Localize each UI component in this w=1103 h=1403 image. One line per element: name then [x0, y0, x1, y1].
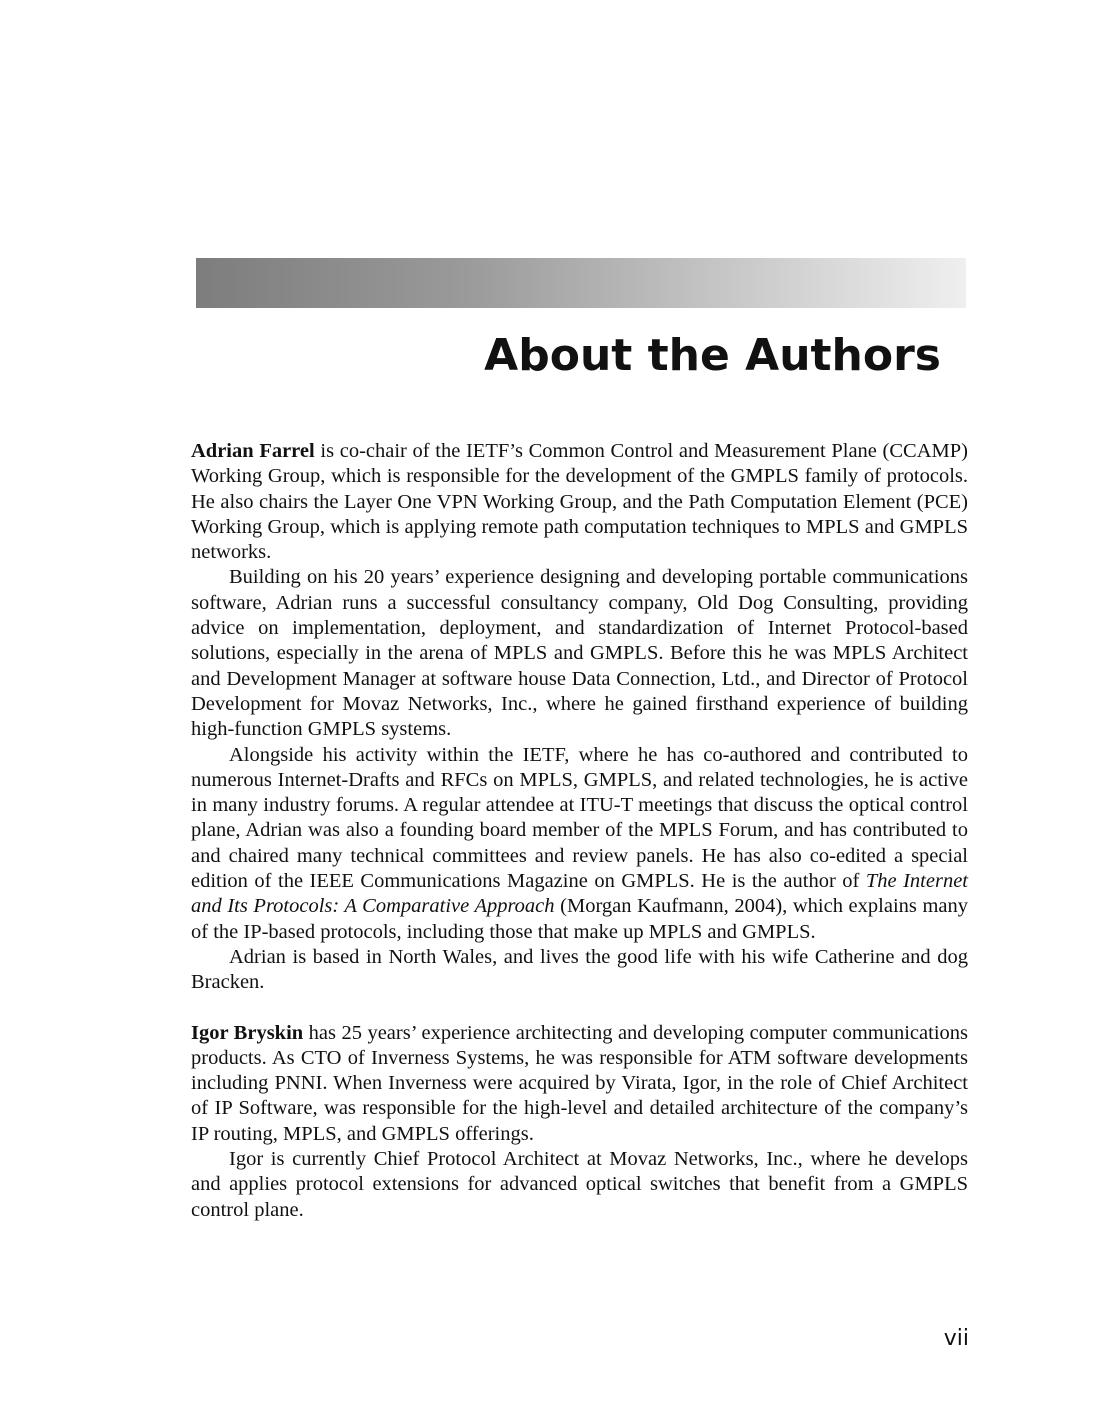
- book-title: The Internet and Its Protocols: A Comparative Approach: [191, 870, 968, 918]
- section-divider-space: [191, 996, 968, 1021]
- paragraph-text: (Morgan Kaufmann, 2004), which explains many of the IP-based protocols, including those that make up MPLS and GMPLS.: [191, 895, 969, 943]
- page-content: [191, 439, 968, 1223]
- paragraph-text: is co-chair of the IETF’s Common Control and Measurement Plane (CCAMP) Working Group, which is responsible for the development of the GMPLS family of protocols. He also chairs the Layer One VPN Working Group, and the Path Computation Element (PCE) Working Group, which is applying remote path computation techniques to MPLS and GMPLS networks.: [191, 440, 968, 564]
- paragraph-text: Alongside his activity within the IETF, where he has co-authored and contributed to numerous Internet-Drafts and RFCs on MPLS, GMPLS, and related technologies, he is active in many industry forums. A regular attendee at ITU-T meetings that discuss the optical control plane, Adrian was also a founding board member of the MPLS Forum, and has contributed to and chaired many technical committees and review panels. He has also co-edited a special edition of the IEEE Communications Magazine on GMPLS. He is the author of: [191, 743, 968, 893]
- chapter-title: About the Authors: [484, 330, 941, 381]
- author-bio-paragraph: Building on his 20 years’ experience designing and developing portable communications software, Adrian runs a successful consultancy company, Old Dog Consulting, providing advice on implementation, deployment, and standardization of Internet Protocol-based solutions, especially in the arena of MPLS and GMPLS. Before this he was MPLS Architect and Development Manager at software house Data Connection, Ltd., and Director of Protocol Development for Movaz Networks, Inc., where he gained firsthand experience of building high-function GMPLS systems.: [191, 566, 968, 741]
- author-name: Igor Bryskin: [191, 1021, 304, 1044]
- author-bio-paragraph: Adrian is based in North Wales, and lives the good life with his wife Catherine and dog Bracken.: [191, 945, 968, 994]
- author-bio-paragraph: [191, 743, 968, 945]
- author-bio-paragraph: [191, 1021, 968, 1147]
- chapter-header-bar: [196, 258, 966, 308]
- author-name: Adrian Farrel: [191, 440, 315, 462]
- paragraph-text: has 25 years’ experience architecting and developing computer communications products. As CTO of Inverness Systems, he was responsible for ATM software developments including PNNI. When Inverness were acquired by Virata, Igor, in the role of Chief Architect of IP Software, was responsible for the high-level and detailed architecture of the company’s IP routing, MPLS, and GMPLS offerings.: [191, 1021, 968, 1145]
- author-bio-paragraph: [191, 439, 968, 565]
- page-number: vii: [943, 1326, 969, 1351]
- author-bio-paragraph: Igor is currently Chief Protocol Architect at Movaz Networks, Inc., where he develops and applies protocol extensions for advanced optical switches that benefit from a GMPLS control plane.: [191, 1148, 968, 1221]
